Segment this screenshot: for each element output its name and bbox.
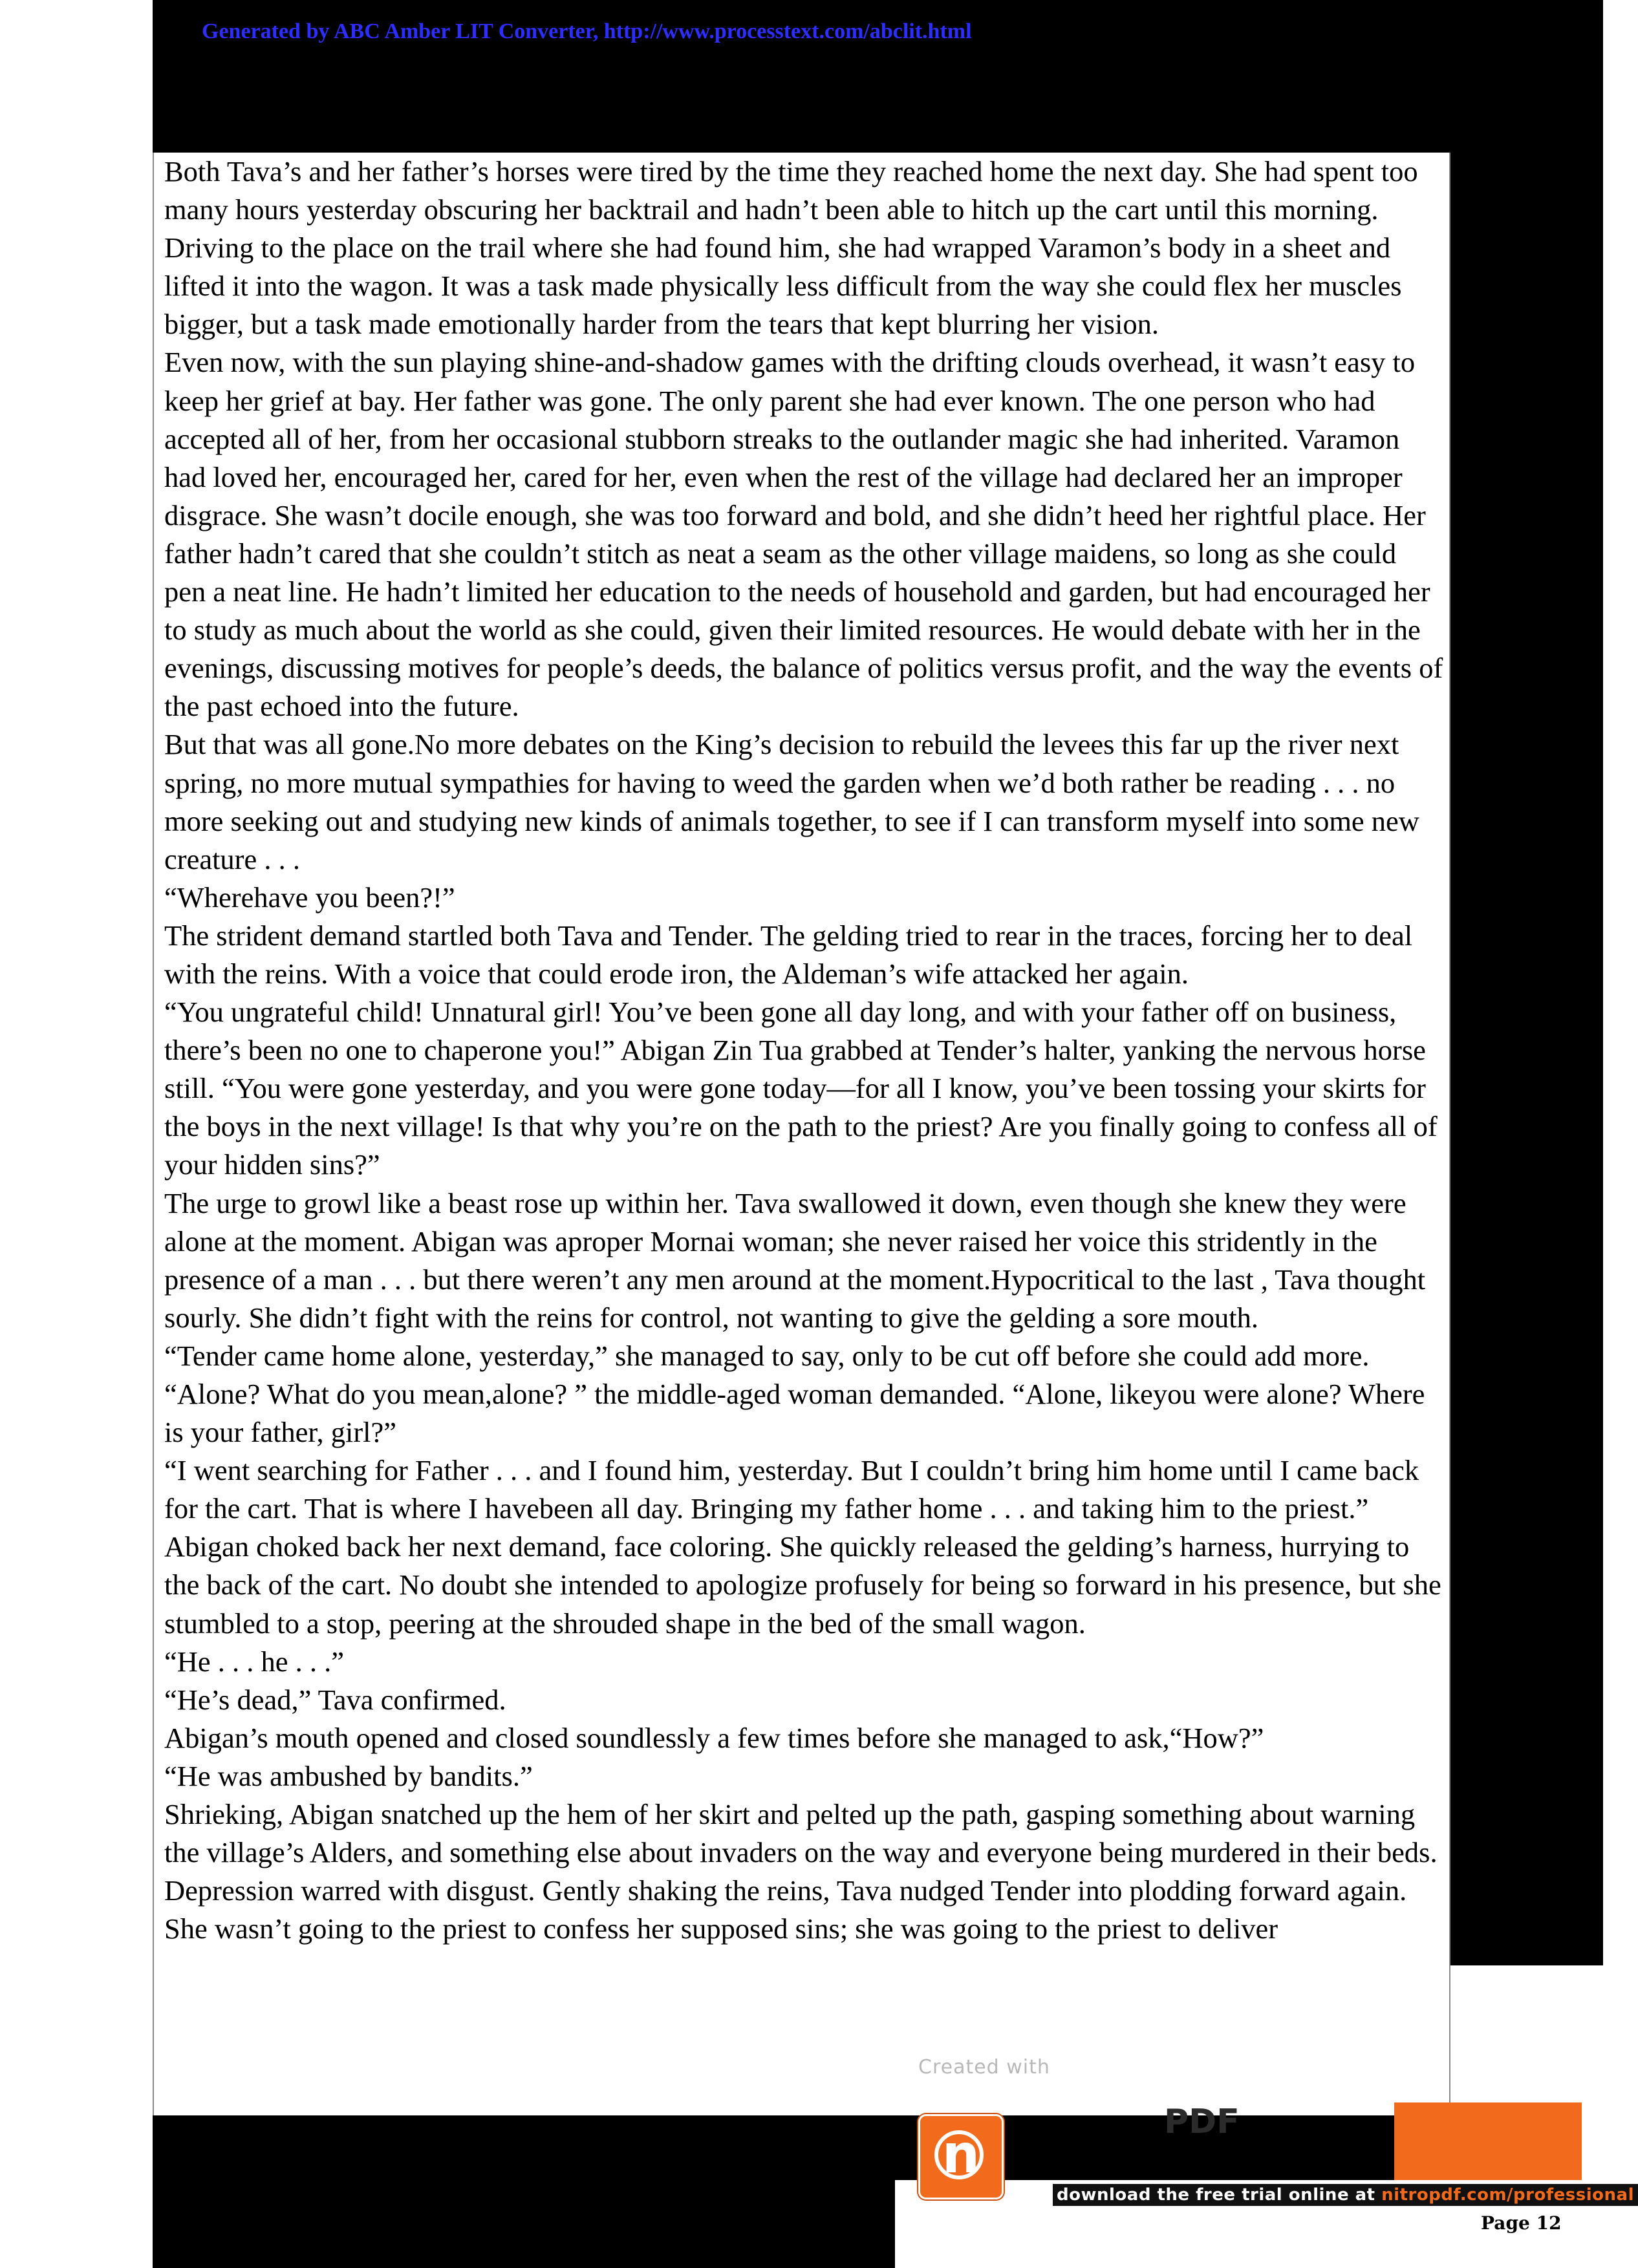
trial-link[interactable]: nitropdf.com/professional	[1381, 2185, 1634, 2205]
watermark-orange-bar	[1394, 2102, 1582, 2180]
watermark-product: PDF	[1164, 2102, 1240, 2141]
paragraph: Shrieking, Abigan snatched up the hem of her skirt and pelted up the path, gasping something about warning the village’s Alders, and something else about invaders on the way and everyone being murdered in their beds.	[164, 1798, 1438, 1869]
converter-banner[interactable]: Generated by ABC Amber LIT Converter, http://www.processtext.com/abclit.html	[202, 19, 972, 43]
page-number: Page 12	[1481, 2212, 1562, 2234]
paragraph: But that was all gone.No more debates on the King’s decision to rebuild the levees this far up the river next spring, no more mutual sympathies for having to weed the garden when we’d both rather be reading . . . no more seeking out and studying new kinds of animals together, to see if I can transform myself into some new creature . . .	[164, 728, 1419, 875]
bottom-black-band	[153, 2115, 895, 2268]
trial-notice[interactable]	[1053, 2184, 1638, 2206]
paragraph: “He . . . he . . .”	[164, 1645, 345, 1678]
right-black-band	[1450, 0, 1603, 1965]
paragraph: Depression warred with disgust. Gently shaking the reins, Tava nudged Tender into plodding forward again. She wasn’t going to the priest to confess her supposed sins; she was going to the priest to deliver	[164, 1874, 1407, 1945]
paragraph: The strident demand startled both Tava and Tender. The gelding tried to rear in the traces, forcing her to deal with the reins. With a voice that could erode iron, the Aldeman’s wife attacked her again.	[164, 919, 1413, 990]
paragraph: “You ungrateful child! Unnatural girl! You’ve been gone all day long, and with your father off on business, there’s been no one to chaperone you!” Abigan Zin Tua grabbed at Tender’s halter, yanking the nervous horse still. “You were gone yesterday, and you were gone today—for all I know, you’ve been tossing your skirts for the boys in the next village! Is that why you’re on the path to the priest? Are you finally going to confess all of your hidden sins?”	[164, 996, 1438, 1181]
paragraph: Abigan’s mouth opened and closed soundlessly a few times before she managed to ask,“How?”	[164, 1721, 1264, 1754]
paragraph: Even now, with the sun playing shine-and-shadow games with the drifting clouds overhead, it wasn’t easy to keep her grief at bay. Her father was gone. The only parent she had ever known. The one person who had accepted all of her, from her occasional stubborn streaks to the outlander magic she had inherited. Varamon had loved her, encouraged her, cared for her, even when the rest of the village had declared her an improper disgrace. She wasn’t docile enough, she was too forward and bold, and she didn’t heed her rightful place. Her father hadn’t cared that she couldn’t stitch as neat a seam as the other village maidens, so long as she could pen a neat line. He hadn’t limited her education to the needs of household and garden, but had encouraged her to study as much about the world as she could, given their limited resources. He would debate with her in the evenings, discussing motives for people’s deeds, the balance of politics versus profit, and the way the events of the past echoed into the future.	[164, 346, 1443, 723]
paragraph: “He was ambushed by bandits.”	[164, 1759, 533, 1792]
paragraph: “Tender came home alone, yesterday,” she managed to say, only to be cut off before she could add more.	[164, 1339, 1370, 1372]
paragraph: “He’s dead,” Tava confirmed.	[164, 1683, 506, 1716]
paragraph: Both Tava’s and her father’s horses were tired by the time they reached home the next day. She had spent too many hours yesterday obscuring her backtrail and hadn’t been able to hitch up the cart until this morning. Driving to the place on the trail where she had found him, she had wrapped Varamon’s body in a sheet and lifted it into the wagon. It was a task made physically less difficult from the way she could flex her muscles bigger, but a task made emotionally harder from the tears that kept blurring her vision.	[164, 155, 1418, 341]
paragraph: “Wherehave you been?!”	[164, 881, 455, 914]
paragraph: Abigan choked back her next demand, face coloring. She quickly released the gelding’s harness, hurrying to the back of the cart. No doubt she intended to apologize profusely for being so forward in his presence, but she stumbled to a stop, peering at the shrouded shape in the bed of the small wagon.	[164, 1530, 1441, 1640]
paragraph: The urge to growl like a beast rose up within her. Tava swallowed it down, even though she knew they were alone at the moment. Abigan was aproper Mornai woman; she never raised her voice this stridently in the presence of a man . . . but there weren’t any men around at the moment.Hypocritical to the last , Tava thought sourly. She didn’t fight with the reins for control, not wanting to give the gelding a sore mouth.	[164, 1186, 1426, 1334]
logo-letter: n	[942, 2124, 980, 2185]
paragraph: “I went searching for Father . . . and I found him, yesterday. But I couldn’t bring him home until I came back for the cart. That is where I havebeen all day. Bringing my father home . . . and taking him to the priest.”	[164, 1454, 1419, 1525]
nitro-logo-icon	[918, 2114, 1004, 2199]
created-with-label: Created with	[918, 2056, 1050, 2079]
book-text	[164, 153, 1445, 1948]
trial-prefix: download the free trial online at	[1057, 2185, 1382, 2205]
paragraph: “Alone? What do you mean,alone? ” the middle-aged woman demanded. “Alone, likeyou were alone? Where is your father, girl?”	[164, 1378, 1425, 1449]
